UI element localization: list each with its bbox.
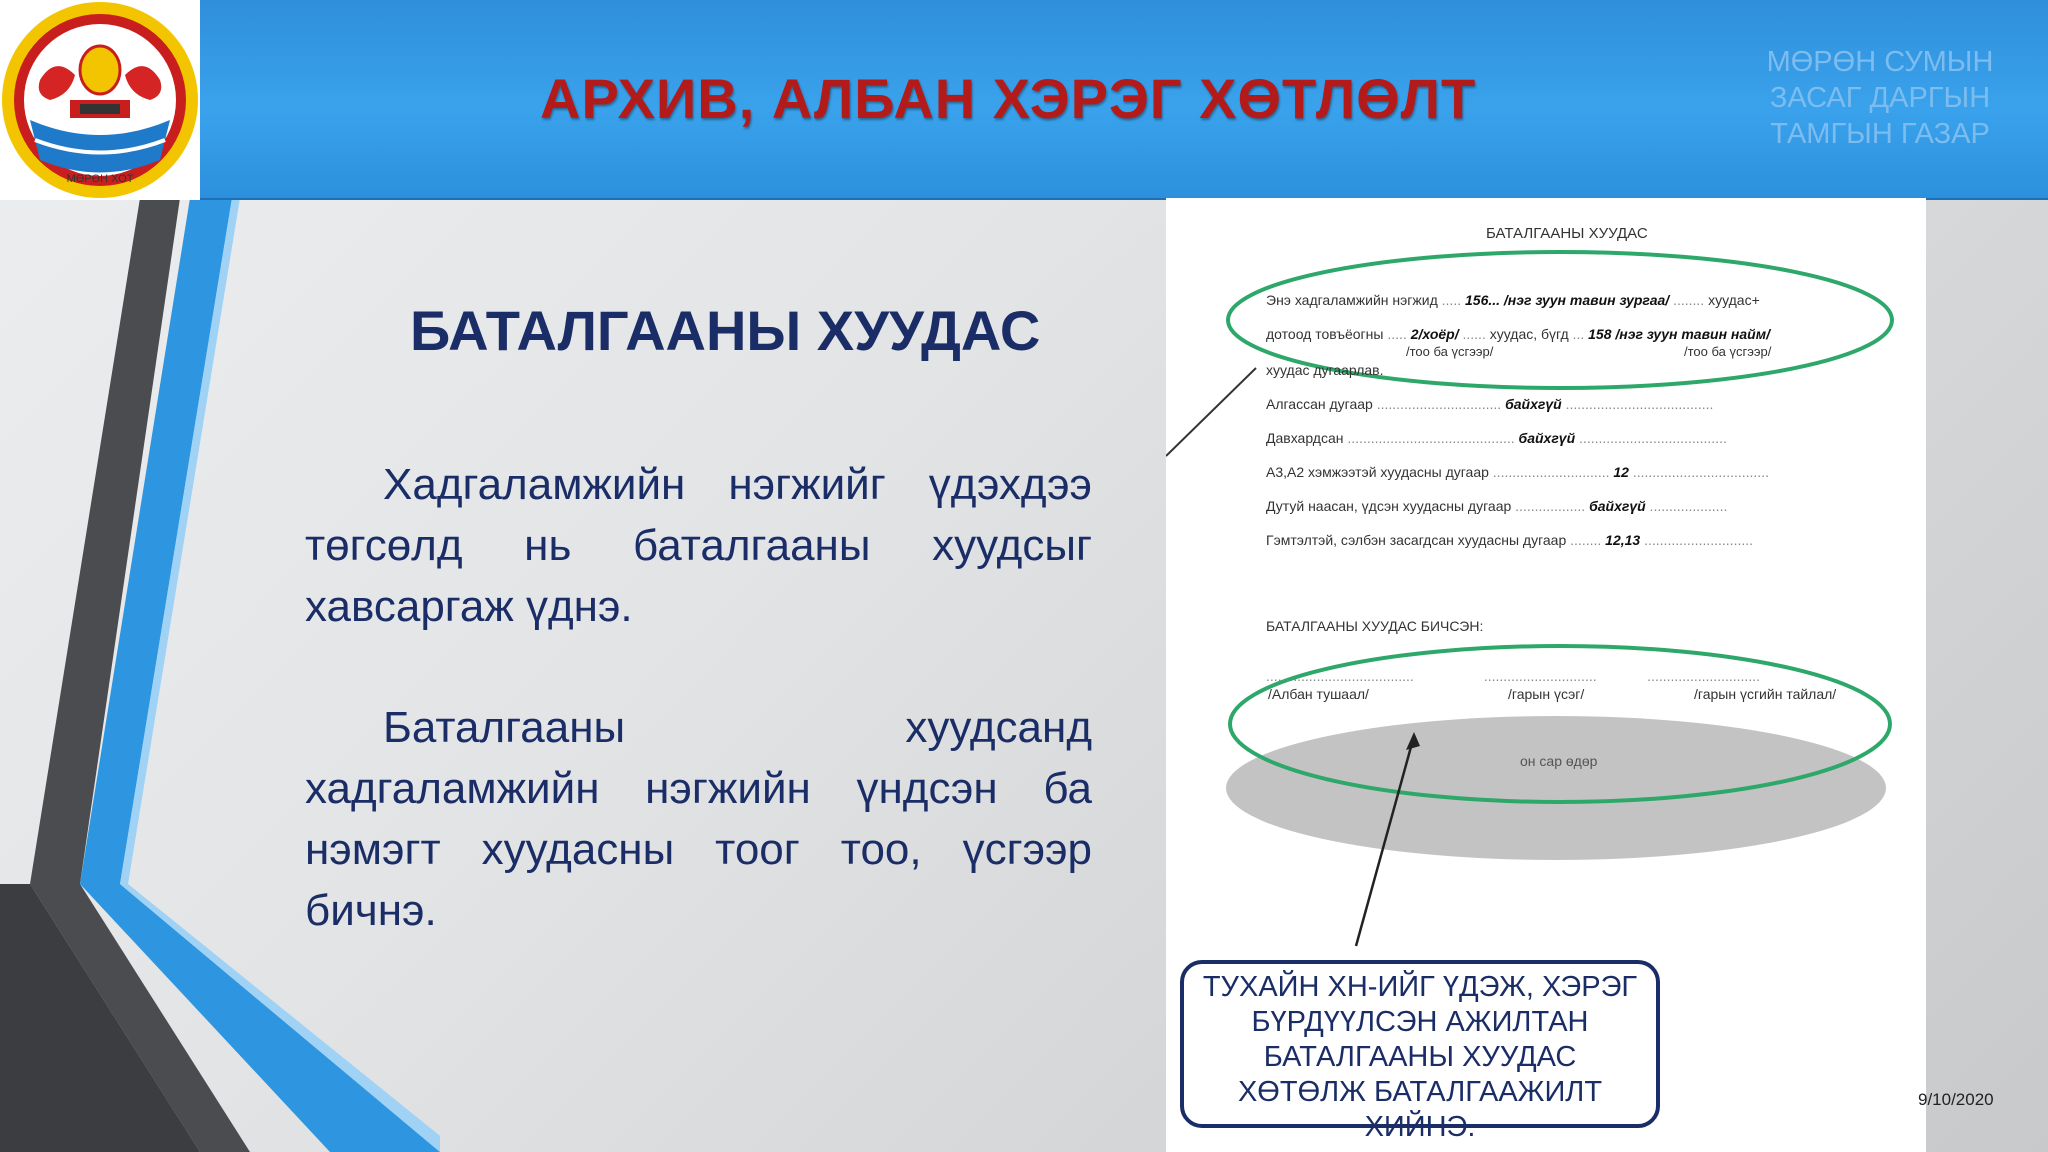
doc-line-2-label: дотоод товъёогны <box>1266 326 1384 342</box>
doc-row-2-value: байхгүй <box>1518 430 1576 446</box>
doc-row-2-label: Давхардсан <box>1266 430 1344 446</box>
slide-date: 9/10/2020 <box>1918 1090 1994 1109</box>
doc-row-4: Дутуй наасан, үдсэн хуудасны дугаар .................. байхгүй .................... <box>1266 498 1728 514</box>
sig-label-decipher: /гарын үсгийн тайлал/ <box>1694 686 1837 702</box>
doc-line-2: дотоод товъёогны ..... 2/хоёр/ ...... хуудас, бүгд ... 158 /нэг зуун тавин найм/ <box>1266 326 1770 342</box>
org-line-1: МӨРӨН СУМЫН <box>1766 46 1994 78</box>
header-bar <box>200 0 2048 200</box>
callout-line-1: ТУХАЙН ХН-ИЙГ ҮДЭЖ, ХЭРЭГ <box>1202 971 1638 1003</box>
emblem-logo <box>0 0 200 200</box>
section-heading: БАТАЛГААНЫ ХУУДАС <box>410 299 1041 362</box>
doc-row-1-value: байхгүй <box>1505 396 1562 412</box>
doc-row-1: Алгассан дугаар ................................ байхгүй ...................................... <box>1266 396 1714 412</box>
callout-line-4: ХӨТӨЛЖ БАТАЛГААЖИЛТ <box>1237 1076 1603 1108</box>
doc-line-1-suffix: хуудас+ <box>1708 292 1760 308</box>
sig-label-position: /Албан тушаал/ <box>1268 686 1369 702</box>
org-line-2: ЗАСАГ ДАРГЫН <box>1769 82 1991 114</box>
doc-line-1-label: Энэ хадгаламжийн нэгжид <box>1266 292 1438 308</box>
paragraph-2-text: Баталгааны хуудсанд хадгаламжийн нэгжийн үндсэн ба нэмэгт хуудасны тоог тоо, үсгээр бичнэ. <box>305 703 1092 935</box>
doc-line-2-value2: 158 /нэг зуун тавин найм/ <box>1588 326 1770 342</box>
doc-row-5-value: 12,13 <box>1605 532 1641 548</box>
doc-line-2-mid: хуудас, бүгд <box>1489 326 1569 342</box>
callout-line-2: БҮРДҮҮЛСЭН АЖИЛТАН <box>1251 1006 1589 1038</box>
doc-line-3: хуудас дугаарлав. <box>1266 362 1384 378</box>
paragraph-2 <box>305 697 1092 947</box>
sig-dotted-lines: ...................................... ............................. ............................. <box>1266 668 1760 684</box>
doc-line-2-value: 2/хоёр/ <box>1410 326 1459 342</box>
logo-text: МӨРӨН ХОТ <box>66 173 134 185</box>
doc-line-2-sub1: /тоо ба үсгээр/ <box>1406 344 1494 359</box>
organization-name <box>1730 44 2030 156</box>
callout-line-5: ХИЙНЭ. <box>1364 1111 1476 1143</box>
doc-line-1: Энэ хадгаламжийн нэгжид ..... 156... /нэг зуун тавин зургаа/ ........ хуудас+ <box>1266 292 1760 308</box>
paragraph-1-text: Хадгаламжийн нэгжийг үдэхдээ төгсөлд нь баталгааны хуудсыг хавсаргаж үднэ. <box>305 460 1092 631</box>
decorative-stripes <box>0 198 440 1152</box>
guarantee-sheet-image <box>1166 198 1926 1152</box>
paragraph-1 <box>305 454 1092 644</box>
doc-row-4-label: Дутуй наасан, үдсэн хуудасны дугаар <box>1266 498 1512 514</box>
doc-line-1-value: 156... /нэг зуун тавин зургаа/ <box>1465 292 1670 308</box>
doc-row-2: Давхардсан ........................................... байхгүй ...................................... <box>1266 430 1727 446</box>
callout-box <box>1180 960 1660 1143</box>
doc-row-5-label: Гэмтэлтэй, сэлбэн засагдсан хуудасны дугаар <box>1266 532 1567 548</box>
doc-signed-label: БАТАЛГААНЫ ХУУДАС БИЧСЭН: <box>1266 618 1484 634</box>
doc-line-2-sub2: /тоо ба үсгээр/ <box>1684 344 1772 359</box>
page-title: АРХИВ, АЛБАН ХЭРЭГ ХӨТЛӨЛТ <box>540 67 1477 130</box>
doc-date-line: он сар өдөр <box>1520 753 1598 769</box>
doc-row-5: Гэмтэлтэй, сэлбэн засагдсан хуудасны дугаар ........ 12,13 ............................ <box>1266 532 1754 548</box>
doc-row-3-value: 12 <box>1613 464 1629 480</box>
callout-line-3: БАТАЛГААНЫ ХУУДАС <box>1263 1041 1577 1073</box>
sig-label-signature: /гарын үсэг/ <box>1508 686 1585 702</box>
doc-row-3-label: А3,А2 хэмжээтэй хуудасны дугаар <box>1266 464 1489 480</box>
doc-row-1-label: Алгассан дугаар <box>1266 396 1373 412</box>
doc-row-3: А3,А2 хэмжээтэй хуудасны дугаар .............................. 12 ................................... <box>1266 464 1769 480</box>
document-title: БАТАЛГААНЫ ХУУДАС <box>1486 225 1648 242</box>
logo-container <box>0 0 200 200</box>
org-line-3: ТАМГЫН ГАЗАР <box>1770 118 1990 150</box>
doc-row-4-value: байхгүй <box>1589 498 1646 514</box>
